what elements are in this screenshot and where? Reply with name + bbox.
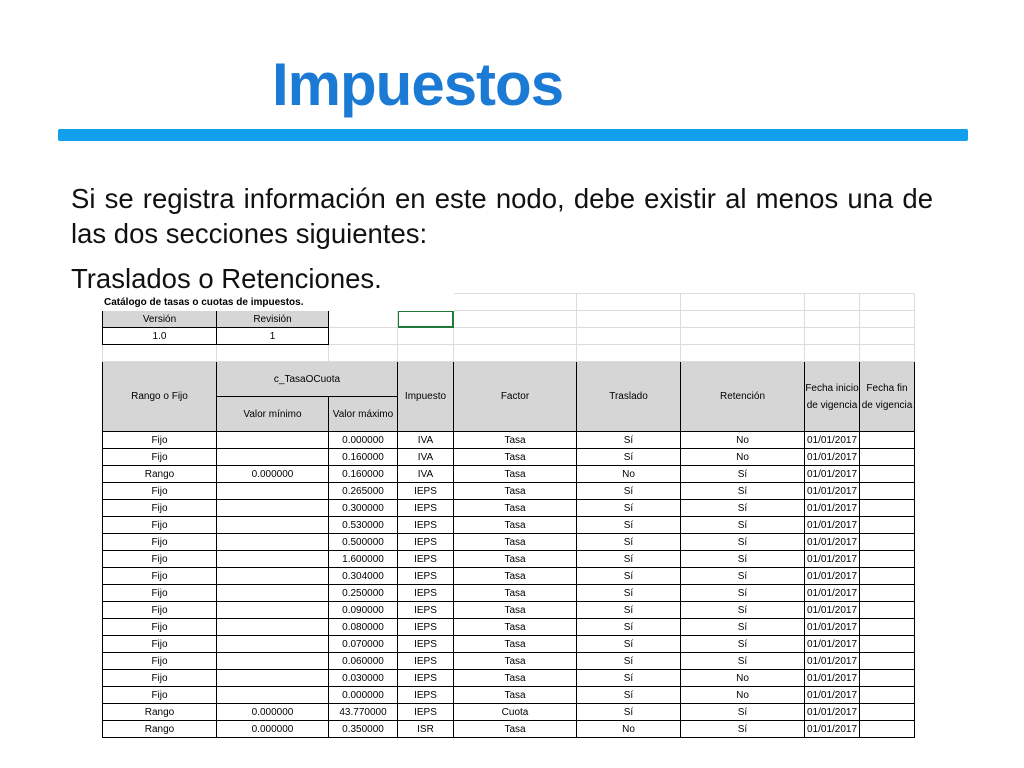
table-row (103, 517, 915, 534)
cell-traslado: Sí (577, 687, 681, 704)
cell-valor-maximo: 0.060000 (329, 653, 398, 670)
header-factor: Factor (454, 362, 577, 432)
cell-impuesto: IVA (398, 449, 454, 466)
cell-fecha-fin (860, 636, 915, 653)
cell-fecha-inicio: 01/01/2017 (805, 636, 860, 653)
cell-fecha-inicio: 01/01/2017 (805, 721, 860, 738)
cell-rango-o-fijo: Rango (103, 721, 217, 738)
cell-valor-maximo: 0.070000 (329, 636, 398, 653)
cell-valor-minimo (217, 619, 329, 636)
cell-fecha-fin (860, 551, 915, 568)
cell-retencion: Sí (681, 466, 805, 483)
cell-valor-maximo: 0.265000 (329, 483, 398, 500)
cell-valor-minimo (217, 551, 329, 568)
cell-factor: Tasa (454, 551, 577, 568)
cell-rango-o-fijo: Fijo (103, 653, 217, 670)
cell-fecha-fin (860, 704, 915, 721)
cell-valor-maximo: 1.600000 (329, 551, 398, 568)
selected-cell[interactable] (398, 311, 454, 328)
cell-rango-o-fijo: Fijo (103, 568, 217, 585)
body-paragraph-line-3: Traslados o Retenciones. (71, 263, 382, 294)
cell-traslado: No (577, 466, 681, 483)
cell-valor-minimo (217, 602, 329, 619)
header-fecha-inicio: Fecha inicio de vigencia (805, 362, 860, 432)
table-row (103, 534, 915, 551)
version-value: 1.0 (103, 328, 217, 345)
cell-rango-o-fijo: Rango (103, 466, 217, 483)
cell-fecha-fin (860, 534, 915, 551)
cell-valor-minimo (217, 517, 329, 534)
cell-factor: Tasa (454, 483, 577, 500)
cell-traslado: Sí (577, 551, 681, 568)
cell-valor-minimo: 0.000000 (217, 721, 329, 738)
cell-factor: Tasa (454, 687, 577, 704)
cell-retencion: Sí (681, 721, 805, 738)
revision-value: 1 (217, 328, 329, 345)
table-row (103, 721, 915, 738)
cell-fecha-inicio: 01/01/2017 (805, 449, 860, 466)
header-valor-minimo: Valor mínimo (217, 397, 329, 432)
cell-fecha-inicio: 01/01/2017 (805, 619, 860, 636)
cell-retencion: Sí (681, 483, 805, 500)
cell-rango-o-fijo: Fijo (103, 687, 217, 704)
cell-retencion: Sí (681, 653, 805, 670)
header-retencion: Retención (681, 362, 805, 432)
cell-rango-o-fijo: Fijo (103, 585, 217, 602)
cell-rango-o-fijo: Fijo (103, 534, 217, 551)
cell-traslado: Sí (577, 602, 681, 619)
header-tasa-o-cuota: c_TasaOCuota (217, 362, 398, 397)
cell-impuesto: IEPS (398, 585, 454, 602)
table-row (103, 636, 915, 653)
cell-valor-minimo (217, 585, 329, 602)
cell-valor-maximo: 0.160000 (329, 449, 398, 466)
cell-fecha-inicio: 01/01/2017 (805, 534, 860, 551)
cell-fecha-fin (860, 432, 915, 449)
cell-fecha-fin (860, 568, 915, 585)
cell-impuesto: IEPS (398, 551, 454, 568)
cell-fecha-fin (860, 602, 915, 619)
cell-traslado: Sí (577, 449, 681, 466)
cell-traslado: Sí (577, 568, 681, 585)
cell-valor-maximo: 43.770000 (329, 704, 398, 721)
cell-traslado: Sí (577, 670, 681, 687)
cell-factor: Tasa (454, 602, 577, 619)
cell-factor: Tasa (454, 432, 577, 449)
cell-factor: Tasa (454, 670, 577, 687)
cell-valor-minimo (217, 670, 329, 687)
cell-valor-maximo: 0.000000 (329, 687, 398, 704)
tax-rates-table (102, 293, 915, 738)
cell-impuesto: IEPS (398, 636, 454, 653)
cell-retencion: Sí (681, 602, 805, 619)
cell-valor-minimo (217, 653, 329, 670)
cell-rango-o-fijo: Fijo (103, 551, 217, 568)
cell-impuesto: IEPS (398, 517, 454, 534)
cell-rango-o-fijo: Fijo (103, 500, 217, 517)
body-paragraph: Si se registra información en este nodo, debe existir al menos una de las dos secciones siguientes: (71, 183, 933, 249)
cell-valor-maximo: 0.300000 (329, 500, 398, 517)
cell-fecha-inicio: 01/01/2017 (805, 466, 860, 483)
header-traslado: Traslado (577, 362, 681, 432)
cell-rango-o-fijo: Fijo (103, 483, 217, 500)
cell-fecha-fin (860, 619, 915, 636)
cell-factor: Tasa (454, 500, 577, 517)
cell-impuesto: IEPS (398, 602, 454, 619)
cell-retencion: No (681, 432, 805, 449)
cell-factor: Tasa (454, 466, 577, 483)
cell-factor: Cuota (454, 704, 577, 721)
cell-retencion: Sí (681, 500, 805, 517)
cell-traslado: Sí (577, 653, 681, 670)
cell-fecha-inicio: 01/01/2017 (805, 500, 860, 517)
cell-impuesto: IVA (398, 466, 454, 483)
cell-valor-maximo: 0.250000 (329, 585, 398, 602)
cell-traslado: No (577, 721, 681, 738)
cell-traslado: Sí (577, 500, 681, 517)
revision-header: Revisión (217, 311, 329, 328)
cell-traslado: Sí (577, 704, 681, 721)
cell-rango-o-fijo: Fijo (103, 619, 217, 636)
cell-factor: Tasa (454, 534, 577, 551)
cell-rango-o-fijo: Rango (103, 704, 217, 721)
cell-factor: Tasa (454, 449, 577, 466)
cell-fecha-inicio: 01/01/2017 (805, 653, 860, 670)
cell-fecha-inicio: 01/01/2017 (805, 568, 860, 585)
table-row (103, 500, 915, 517)
cell-valor-maximo: 0.350000 (329, 721, 398, 738)
cell-fecha-fin (860, 721, 915, 738)
cell-valor-minimo (217, 568, 329, 585)
cell-factor: Tasa (454, 636, 577, 653)
table-row (103, 483, 915, 500)
table-row (103, 653, 915, 670)
table-row (103, 568, 915, 585)
cell-valor-maximo: 0.500000 (329, 534, 398, 551)
cell-valor-minimo (217, 534, 329, 551)
cell-fecha-fin (860, 653, 915, 670)
cell-retencion: Sí (681, 636, 805, 653)
cell-rango-o-fijo: Fijo (103, 636, 217, 653)
cell-valor-minimo (217, 449, 329, 466)
cell-fecha-inicio: 01/01/2017 (805, 585, 860, 602)
cell-retencion: No (681, 687, 805, 704)
cell-fecha-inicio: 01/01/2017 (805, 687, 860, 704)
cell-valor-maximo: 0.530000 (329, 517, 398, 534)
cell-fecha-fin (860, 483, 915, 500)
cell-fecha-inicio: 01/01/2017 (805, 551, 860, 568)
cell-impuesto: IEPS (398, 704, 454, 721)
cell-rango-o-fijo: Fijo (103, 432, 217, 449)
cell-retencion: Sí (681, 568, 805, 585)
cell-fecha-inicio: 01/01/2017 (805, 432, 860, 449)
cell-fecha-fin (860, 585, 915, 602)
cell-impuesto: IEPS (398, 670, 454, 687)
title-underline-bar (58, 129, 968, 141)
cell-valor-maximo: 0.000000 (329, 432, 398, 449)
cell-retencion: No (681, 449, 805, 466)
tax-rates-spreadsheet (102, 293, 915, 738)
cell-factor: Tasa (454, 721, 577, 738)
cell-fecha-fin (860, 517, 915, 534)
cell-impuesto: IEPS (398, 534, 454, 551)
header-valor-maximo: Valor máximo (329, 397, 398, 432)
cell-retencion: Sí (681, 704, 805, 721)
header-impuesto: Impuesto (398, 362, 454, 432)
cell-valor-maximo: 0.304000 (329, 568, 398, 585)
cell-factor: Tasa (454, 653, 577, 670)
cell-rango-o-fijo: Fijo (103, 670, 217, 687)
table-row (103, 670, 915, 687)
table-row (103, 704, 915, 721)
table-row (103, 687, 915, 704)
version-header: Versión (103, 311, 217, 328)
cell-fecha-inicio: 01/01/2017 (805, 670, 860, 687)
cell-impuesto: IEPS (398, 687, 454, 704)
cell-retencion: Sí (681, 517, 805, 534)
cell-fecha-fin (860, 500, 915, 517)
cell-impuesto: IEPS (398, 619, 454, 636)
cell-traslado: Sí (577, 517, 681, 534)
cell-fecha-fin (860, 449, 915, 466)
cell-factor: Tasa (454, 568, 577, 585)
cell-fecha-fin (860, 670, 915, 687)
cell-traslado: Sí (577, 483, 681, 500)
cell-traslado: Sí (577, 585, 681, 602)
table-row (103, 449, 915, 466)
cell-fecha-inicio: 01/01/2017 (805, 483, 860, 500)
cell-impuesto: IVA (398, 432, 454, 449)
cell-valor-minimo: 0.000000 (217, 704, 329, 721)
cell-rango-o-fijo: Fijo (103, 517, 217, 534)
cell-fecha-inicio: 01/01/2017 (805, 602, 860, 619)
table-row (103, 619, 915, 636)
table-row (103, 466, 915, 483)
cell-rango-o-fijo: Fijo (103, 449, 217, 466)
cell-rango-o-fijo: Fijo (103, 602, 217, 619)
cell-fecha-fin (860, 466, 915, 483)
cell-retencion: Sí (681, 551, 805, 568)
cell-valor-minimo (217, 432, 329, 449)
table-row (103, 585, 915, 602)
cell-retencion: Sí (681, 619, 805, 636)
header-rango-o-fijo: Rango o Fijo (103, 362, 217, 432)
cell-retencion: Sí (681, 585, 805, 602)
cell-impuesto: IEPS (398, 568, 454, 585)
cell-valor-minimo: 0.000000 (217, 466, 329, 483)
cell-valor-maximo: 0.090000 (329, 602, 398, 619)
table-caption: Catálogo de tasas o cuotas de impuestos. (103, 294, 454, 311)
cell-traslado: Sí (577, 636, 681, 653)
cell-valor-minimo (217, 687, 329, 704)
cell-factor: Tasa (454, 619, 577, 636)
cell-traslado: Sí (577, 432, 681, 449)
cell-valor-maximo: 0.030000 (329, 670, 398, 687)
cell-impuesto: IEPS (398, 500, 454, 517)
cell-valor-minimo (217, 500, 329, 517)
cell-valor-minimo (217, 636, 329, 653)
cell-traslado: Sí (577, 619, 681, 636)
cell-valor-minimo (217, 483, 329, 500)
cell-factor: Tasa (454, 517, 577, 534)
cell-impuesto: ISR (398, 721, 454, 738)
cell-retencion: Sí (681, 534, 805, 551)
slide-title: Impuestos (272, 51, 564, 118)
cell-valor-maximo: 0.080000 (329, 619, 398, 636)
cell-fecha-inicio: 01/01/2017 (805, 704, 860, 721)
cell-fecha-fin (860, 687, 915, 704)
cell-fecha-inicio: 01/01/2017 (805, 517, 860, 534)
table-row (103, 551, 915, 568)
cell-valor-maximo: 0.160000 (329, 466, 398, 483)
cell-traslado: Sí (577, 534, 681, 551)
cell-factor: Tasa (454, 585, 577, 602)
table-row (103, 432, 915, 449)
table-row (103, 602, 915, 619)
cell-impuesto: IEPS (398, 653, 454, 670)
cell-impuesto: IEPS (398, 483, 454, 500)
header-fecha-fin: Fecha fin de vigencia (860, 362, 915, 432)
cell-retencion: No (681, 670, 805, 687)
